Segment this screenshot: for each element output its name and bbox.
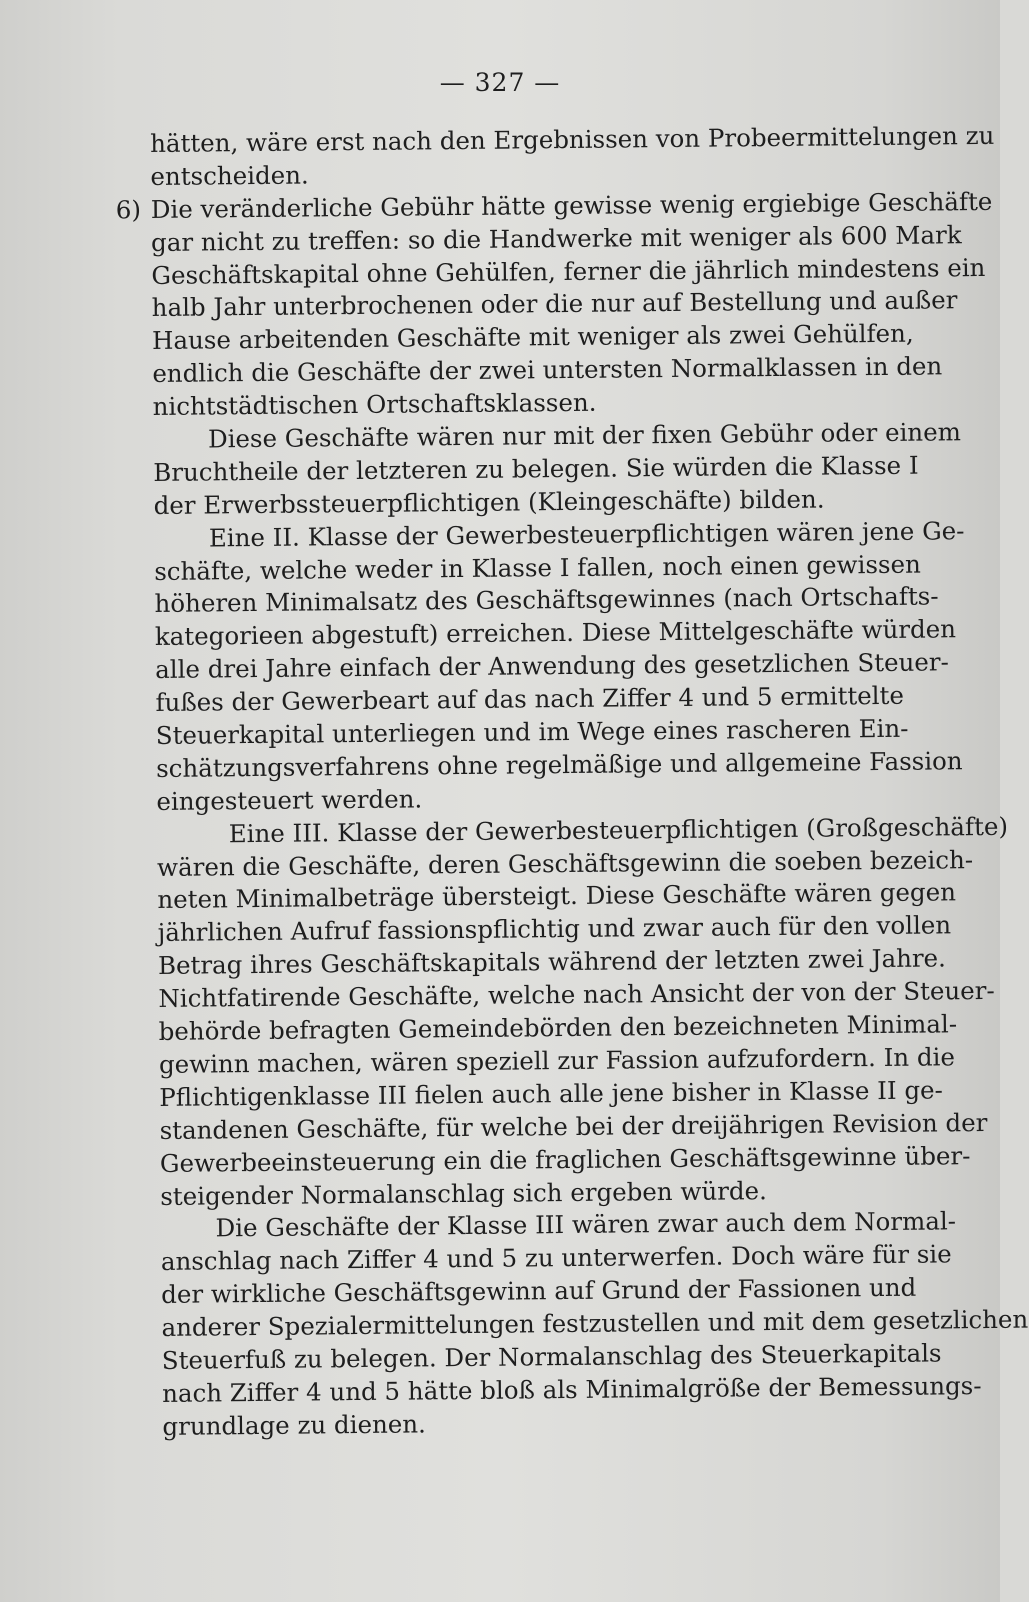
text-line: schäfte, welche weder in Klasse I fallen, noch einen gewissen (154, 549, 921, 586)
text-line: wären die Geschäfte, deren Geschäftsgewinn die soeben bezeich- (156, 844, 974, 882)
text-line: hätten, wäre erst nach den Ergebnissen von Probeermittelungen zu (150, 120, 995, 158)
text-line: Eine III. Klasse der Gewerbesteuerpflichtigen (Großgeschäfte) (228, 811, 1009, 848)
text-line: nach Ziffer 4 und 5 hätte bloß als Minimalgröße der Bemessungs- (162, 1370, 982, 1408)
text-line: fußes der Gewerbeart auf das nach Ziffer 4 und 5 ermittelte (155, 680, 905, 718)
body-text (115, 120, 1029, 1443)
text-line: der Erwerbssteuerpflichtigen (Kleingeschäfte) bilden. (153, 484, 825, 520)
text-line: grundlage zu dienen. (162, 1409, 426, 1441)
text-line: anschlag nach Ziffer 4 und 5 zu unterwerfen. Doch wäre für sie (160, 1239, 952, 1277)
text-line: entscheiden. (150, 160, 309, 191)
item-number: 6) (115, 194, 142, 225)
text-line: jährlichen Aufruf fassionspflichtig und zwar auch für den vollen (157, 910, 952, 948)
text-line: Steuerkapital unterliegen und im Wege eines rascheren Ein- (155, 713, 909, 751)
text-line: Die Geschäfte der Klasse III wären zwar auch dem Normal- (215, 1206, 957, 1243)
text-line: Diese Geschäfte wären nur mit der fixen Gebühr oder einem (207, 417, 961, 454)
text-line: kategorieen abgestuft) erreichen. Diese Mittelgeschäfte würden (154, 614, 957, 652)
text-line: Geschäftskapital ohne Gehülfen, ferner die jährlich mindestens ein (151, 252, 986, 290)
text-line: endlich die Geschäfte der zwei untersten Normalklassen in den (152, 351, 943, 389)
text-line: neten Minimalbeträge übersteigt. Diese Geschäfte wären gegen (157, 877, 957, 915)
text-line: schätzungsverfahrens ohne regelmäßige und allgemeine Fassion (156, 746, 963, 783)
text-line: standenen Geschäfte, für welche bei der dreijährigen Revision der (159, 1107, 988, 1145)
text-line: 6) Die veränderliche Gebühr hätte gewisse wenig ergiebige Geschäfte (151, 187, 871, 227)
text-line: Betrag ihres Geschäftskapitals während der letzten zwei Jahre. (157, 943, 947, 981)
text-line: Hause arbeitenden Geschäfte mit weniger als zwei Gehülfen, (151, 319, 914, 356)
text-line: halb Jahr unterbrochenen oder die nur auf Bestellung und außer (151, 285, 958, 323)
text-line: Nichtfatirende Geschäfte, welche nach Ansicht der von der Steuer- (158, 976, 995, 1014)
text-line: anderer Spezialermittelungen festzustellen und mit dem gesetzlichen (161, 1304, 1029, 1343)
text-line: nichtstädtischen Ortschaftsklassen. (152, 387, 597, 422)
text-line: Eine II. Klasse der Gewerbesteuerpflichtigen wären jene Ge- (208, 515, 965, 553)
text-line: gar nicht zu treffen: so die Handwerke mit weniger als 600 Mark (150, 219, 962, 257)
text-line: eingesteuert werden. (156, 784, 423, 816)
text-line: Pflichtigenklasse III fielen auch alle jene bisher in Klasse II ge- (159, 1075, 943, 1112)
page-number: — 327 — (439, 68, 561, 97)
text-line: gewinn machen, wären speziell zur Fassion aufzufordern. In die (158, 1042, 956, 1079)
text-line: Steuerfuß zu belegen. Der Normalanschlag des Steuerkapitals (161, 1338, 942, 1375)
text-line: höheren Minimalsatz des Geschäftsgewinnes (nach Ortschafts- (154, 581, 939, 619)
text-line: der wirkliche Geschäftsgewinn auf Grund der Fassionen und (161, 1272, 917, 1310)
text-line: Bruchtheile der letzteren zu belegen. Sie würden die Klasse I (153, 450, 919, 487)
text-line: alle drei Jahre einfach der Anwendung des gesetzlichen Steuer- (155, 647, 949, 685)
text-line: steigender Normalanschlag sich ergeben würde. (160, 1175, 767, 1211)
text-line: behörde befragten Gemeindebörden den bezeichneten Minimal- (158, 1009, 958, 1047)
text-line: Gewerbeeinsteuerung ein die fraglichen Geschäftsgewinne über- (159, 1140, 971, 1178)
